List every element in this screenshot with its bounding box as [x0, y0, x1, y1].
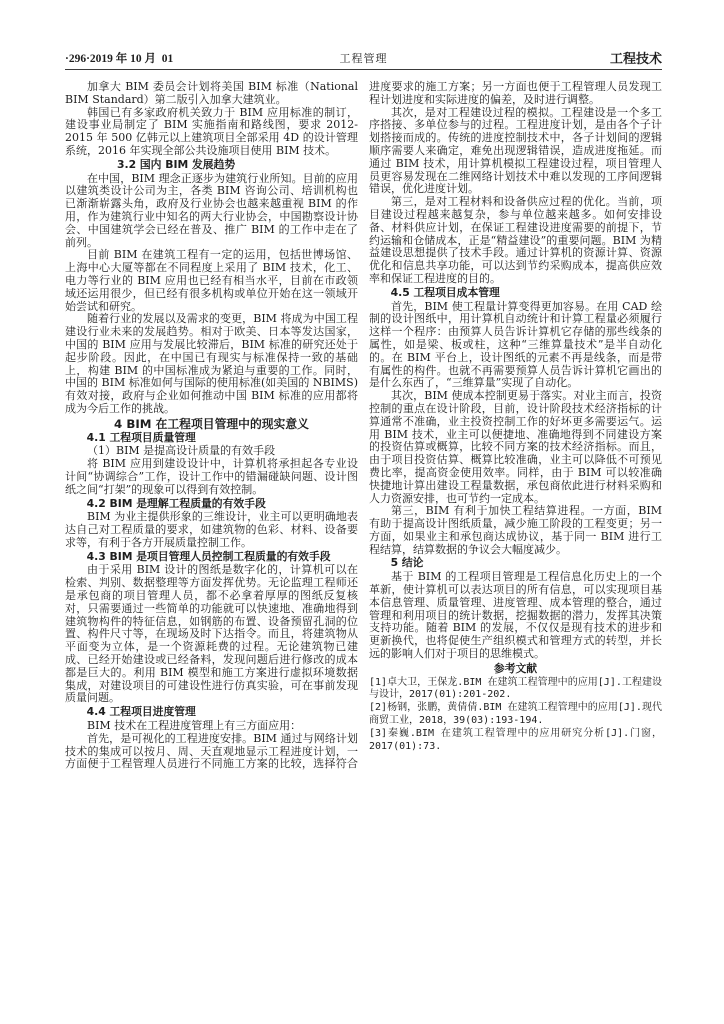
body-paragraph: BIM 技术在工程进度管理上有三方面应用：	[87, 719, 302, 733]
section-heading-4-1: 4.1 工程项目质量管理	[86, 430, 196, 444]
body-paragraph: 其次，BIM 使成本控制更易于落实。对业主而言，投资控制的重点在设计阶段，目前，设计阶段技术经济指标的计算通常不准确，业主投资控制工作的好坏更多需要运气。运用 BIM 技术，业主可以便捷地、准确地得到不同建设方案的投资估算或概算，比较不同方案的技术经济指标。而且，由于项目投资估算、概算比较准确，业主可以降低不可预见费比率，提高资金使用效率。同样，由于 BIM 可以较准确快捷地计算出建设工程量数据，承包商依此进行材料采购和人力资源安排，也可节约一定成本。	[369, 389, 662, 505]
section-heading-4: 4 BIM 在工程项目管理中的现实意义	[114, 416, 309, 431]
body-paragraph: 韩国已有多家政府机关致力于 BIM 应用标准的制订，建设事业局制定了 BIM 实施指南和路线图，要求 2012-2015 年 500 亿韩元以上建筑项目全部采用 4D 的设计管理系统，2016 年实现全部公共设施项目使用 BIM 技术。	[65, 105, 358, 157]
reference-item: [2]杨钢，张鹏，黄倩倩.BIM 在建筑工程管理中的应用[J].现代商贸工业，2018，39(03):193-194.	[369, 702, 662, 727]
left-column	[65, 81, 358, 771]
right-column	[369, 81, 662, 753]
body-paragraph: 基于 BIM 的工程项目管理是工程信息化历史上的一个革新，使计算机可以表达项目的所有信息，可以实现项目基本信息管理、质量管理、进度管理、成本管理的整合，通过管理和利用项目的统计数据，挖掘数据的潜力，发挥其决策支持功能。随着 BIM 的发展，不仅仅是现有技术的进步和更新换代，也将促使生产组织模式和管理方式的转型，并长远的影响人们对于项目的思维模式。	[369, 570, 662, 661]
reference-item: [3]秦巍.BIM 在建筑工程管理中的应用研究分析[J].门窗，2017(01):73.	[369, 727, 662, 752]
body-paragraph: 目前 BIM 在建筑工程有一定的运用，包括世博场馆、上海中心大厦等都在不同程度上采用了 BIM 技术，化工、电力等行业的 BIM 应用也已经有相当水平，目前在市政领域还运用很少，但已经有很多机构或单位开始在这一领域开始尝试和研究。	[65, 248, 358, 313]
running-header	[65, 49, 662, 70]
body-paragraph: 在中国，BIM 理念正逐步为建筑行业所知。目前的应用以建筑类设计公司为主，各类 BIM 咨询公司、培训机构也已渐渐崭露头角，政府及行业协会也越来越重视 BIM 的作用，作为建筑行业中知名的两大行业协会，中国勘察设计协会、中国建筑学会已经在普及、推广 BIM 的工作中走在了前列。	[65, 171, 358, 249]
body-paragraph: 第三，BIM 有利于加快工程结算进程。一方面，BIM 有助于提高设计图纸质量，减少施工阶段的工程变更；另一方面，如果业主和承包商达成协议，基于同一 BIM 进行工程结算，结算数据的争议会大幅度减少。	[369, 504, 662, 556]
body-paragraph: 将 BIM 应用到建设设计中，计算机将承担起各专业设计间“协调综合”工作，设计工作中的错漏碰缺问题、设计图纸之间“打架”的现象可以得到有效控制。	[65, 457, 358, 496]
journal-name: 工程技术	[609, 52, 662, 67]
references-heading: 参考文献	[493, 661, 538, 675]
body-paragraph: 其次，是对工程建设过程的模拟。工程建设是一个多工序搭接、多单位参与的过程。工程进度计划，是由各个子计划搭接而成的。传统的进度控制技术中，各子计划间的逻辑顺序需要人来确定，难免出现逻辑错误，造成进度拖延。而通过 BIM 技术，用计算机模拟工程建设过程，项目管理人员更容易发现在二维网络计划技术中难以发现的工序间逻辑错误，优化进度计划。	[369, 105, 662, 196]
section-name: 工程管理	[339, 52, 388, 65]
reference-item: [1]卓大卫，王保龙.BIM 在建筑工程管理中的应用[J].工程建设与设计，2017(01):201-202.	[369, 676, 662, 701]
body-paragraph: 第三，是对工程材料和设备供应过程的优化。当前，项目建设过程越来越复杂，参与单位越来越多。如何安排设备、材料供应计划，在保证工程建设进度需要的前提下，节约运输和仓储成本，正是“精益建设”的重要问题。BIM 为精益建设思想提供了技术手段。通过计算机的资源计算、资源优化和信息共享功能，可以达到节约采购成本，提高供应效率和保证工程进度的目的。	[369, 195, 662, 285]
section-heading-4-2: 4.2 BIM 是理解工程质量的有效手段	[86, 496, 266, 510]
body-paragraph: 加拿大 BIM 委员会计划将美国 BIM 标准（National BIM Standard）第二版引入加拿大建筑业。	[65, 80, 358, 106]
body-paragraph-continued: 首先，是可视化的工程进度安排。BIM 通过与网络计划技术的集成可以按月、周、天直观地显示工程进度计划，一方面便于工程管理人员进行不同施工方案的比较，选择符合	[65, 731, 358, 771]
section-heading-3-2: 3.2 国内 BIM 发展趋势	[117, 157, 236, 171]
section-heading-4-5: 4.5 工程项目成本管理	[390, 285, 500, 299]
section-heading-5: 5 结论	[390, 556, 424, 570]
item-heading-4-1-1: （1）BIM 是提高设计质量的有效手段	[87, 444, 276, 458]
body-paragraph: 随着行业的发展以及需求的变更，BIM 将成为中国工程建设行业未来的发展趋势。相对于欧美、日本等发达国家，中国的 BIM 应用与发展比较滞后，BIM 标准的研究还处于起步阶段。因此，在中国已有现实与标准保持一致的基础上，构建 BIM 的中国标准成为紧迫与重要的工作。同时，中国的 BIM 标准如何与国际的使用标准(如美国的 NBIMS)有效对接，政府与企业如何推动中国 BIM 标准的应用都将成为今后工作的挑战。	[65, 312, 358, 415]
body-paragraph-continuation: 进度要求的施工方案；另一方面也便于工程管理人员发现工程计划进度和实际进度的偏差，及时进行调整。	[369, 80, 662, 106]
body-paragraph: 首先，BIM 使工程量计算变得更加容易。在用 CAD 绘制的设计图纸中，用计算机自动统计和计算工程量必须履行这样一个程序：由预算人员告诉计算机它存储的那些线条的属性，如是梁、板或柱，这种“三维算量技术”是半自动化的。在 BIM 平台上，设计图纸的元素不再是线条，而是带有属性的构件。也就不再需要预算人员告诉计算机它画出的是什么东西了，“三维算量”实现了自动化。	[369, 299, 662, 390]
section-heading-4-4: 4.4 工程项目进度管理	[86, 705, 196, 719]
body-paragraph: BIM 为业主提供形象的三维设计，业主可以更明确地表达自己对工程质量的要求，如建筑物的色彩、材料、设备要求等，有利于各方开展质量控制工作。	[65, 510, 358, 549]
body-paragraph: 由于采用 BIM 设计的图纸是数字化的，计算机可以在检索、判别、数据整理等方面发挥优势。无论监理工程师还是承包商的项目管理人员，都不必拿着厚厚的图纸反复核对，只需要通过一些简单的功能就可以快速地、准确地得到建筑物构件的特征信息，如钢筋的布置、设备预留孔洞的位置、构件尺寸等，在现场及时下达指令。而且，将建筑物从平面变为立体，是一个资源耗费的过程。无论建筑物已建成、已经开始建设或已经备料，发现问题后进行修改的成本都是巨大的。利用 BIM 模型和施工方案进行虚拟环境数据集成，对建设项目的可建设性进行仿真实验，可在事前发现质量问题。	[65, 563, 358, 705]
section-heading-4-3: 4.3 BIM 是项目管理人员控制工程质量的有效手段	[86, 549, 331, 563]
issue-info: ·296·2019 年 10 月 01	[65, 53, 174, 65]
